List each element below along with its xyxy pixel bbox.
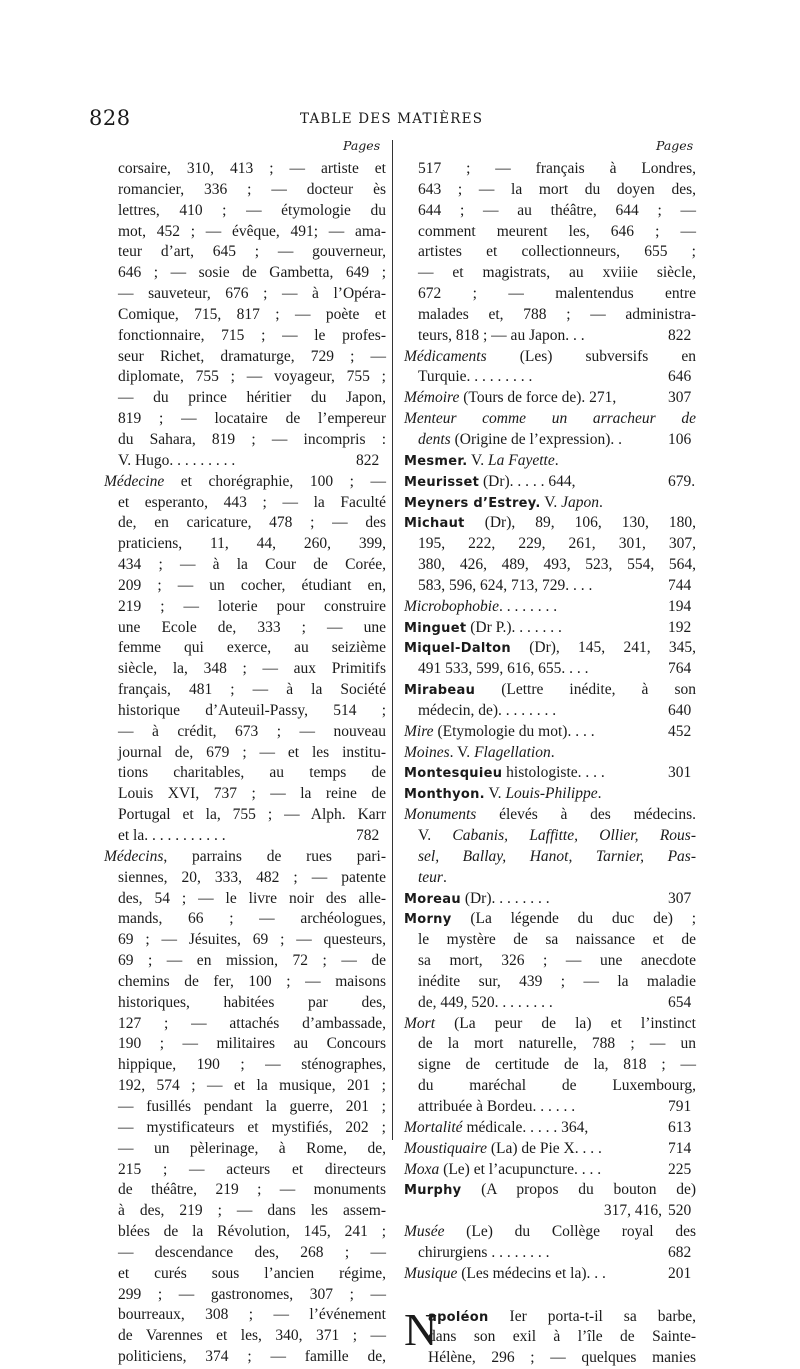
index-line-text: Médecins, parrains de rues pari-: [104, 847, 386, 865]
index-line: [404, 659, 696, 680]
index-line: [104, 472, 386, 493]
index-line-text: seur Richet, dramaturge, 729 ; —: [118, 347, 386, 365]
index-line-text: lettres, 410 ; — étymologie du: [118, 201, 386, 219]
index-line: [104, 701, 386, 722]
index-line: [104, 1034, 386, 1055]
index-line-text: Mesmer. V. La Fayette.: [404, 451, 559, 469]
page-ref: 225: [668, 1160, 692, 1178]
index-line-text: Michaut (Dr), 89, 106, 130, 180,: [404, 514, 696, 532]
page-ref: 764: [668, 660, 692, 678]
index-line: [404, 534, 696, 555]
index-line-text: 69 ; — en mission, 72 ; — de: [118, 952, 386, 970]
index-line-text: Médecine et chorégraphie, 100 ; —: [104, 472, 386, 490]
index-line: [104, 222, 386, 243]
index-line: [404, 618, 696, 639]
index-line: [104, 1139, 386, 1160]
index-line: [404, 451, 696, 472]
index-line: [104, 1201, 386, 1222]
index-line-text: 819 ; — locataire de l’empereur: [118, 410, 386, 428]
index-line: [404, 847, 696, 868]
index-line-text: 646 ; — sosie de Gambetta, 649 ;: [118, 264, 386, 282]
page-ref: 682: [668, 1243, 692, 1261]
pages-label-left: Pages: [343, 138, 381, 153]
index-line-text: à des, 219 ; — dans les assem-: [118, 1202, 386, 1220]
index-line: [104, 597, 386, 618]
index-line-text: Comique, 715, 817 ; — poète et: [118, 305, 386, 323]
index-line-text: Moxa (Le) et l’acupuncture. . . .: [404, 1160, 602, 1178]
right-column: [404, 159, 696, 1369]
index-line-text: apoléon Ier porta-t-il sa barbe,: [428, 1307, 696, 1325]
index-line-text: de théâtre, 219 ; — monuments: [118, 1181, 386, 1199]
index-line: [404, 1118, 696, 1139]
index-line: [104, 722, 386, 743]
index-line: [404, 347, 696, 368]
index-line-text: du Sahara, 819 ; — incompris :: [118, 430, 386, 448]
index-line: [104, 618, 386, 639]
index-line-text: — à crédit, 673 ; — nouveau: [118, 722, 386, 740]
index-line: [104, 1285, 386, 1306]
index-line-text: une Ecole de, 333 ; — une: [118, 618, 386, 636]
index-line-text: Monthyon. V. Louis-Philippe.: [404, 785, 602, 803]
running-title: TABLE DES MATIÈRES: [300, 111, 484, 127]
index-line-text: et esperanto, 443 ; — la Faculté: [118, 493, 386, 511]
index-line-text: Meurisset (Dr). . . . . 644,: [404, 472, 576, 490]
index-line: [104, 1326, 386, 1347]
index-line-text: Louis XVI, 737 ; — la reine de: [118, 785, 386, 803]
index-line: [404, 326, 696, 347]
index-line-text: Monuments élevés à des médecins.: [404, 806, 696, 824]
index-line: [404, 889, 696, 910]
index-line-text: sa mort, 326 ; — une anecdote: [418, 952, 696, 970]
index-line-text: Hélène, 296 ; — quelques manies: [428, 1349, 696, 1367]
index-line: [104, 1347, 386, 1368]
index-line: [404, 597, 696, 618]
index-line-text: Menteur comme un arracheur de: [404, 410, 696, 428]
index-line: [404, 722, 696, 743]
page-ref: 822: [356, 451, 380, 469]
index-line: [104, 1118, 386, 1139]
index-line-text: Moustiquaire (La) de Pie X. . . .: [404, 1139, 602, 1157]
page-ref: 744: [668, 576, 692, 594]
index-line: [104, 1160, 386, 1181]
index-line-text: de Varennes et les, 340, 371 ; —: [118, 1327, 386, 1345]
page-ref: 106: [668, 430, 692, 448]
index-line: [404, 1222, 696, 1243]
index-line: [104, 868, 386, 889]
index-line: [404, 1201, 696, 1222]
index-line-text: bourreaux, 308 ; — l’événement: [118, 1306, 386, 1324]
index-line-text: — mystificateurs et mystifiés, 202 ;: [118, 1118, 386, 1136]
index-line-text: Mortalité médicale. . . . . 364,: [404, 1118, 589, 1136]
index-line: [104, 805, 386, 826]
index-line: [104, 326, 386, 347]
page-ref: 714: [668, 1139, 692, 1157]
index-line: [404, 930, 696, 951]
index-line-text: praticiens, 11, 44, 260, 399,: [118, 535, 386, 553]
index-line-text: historiques, habitées par des,: [118, 993, 386, 1011]
index-line: [404, 430, 696, 451]
index-line: [104, 513, 386, 534]
page-ref: 822: [668, 326, 692, 344]
index-line-text: attribuée à Bordeu. . . . . .: [418, 1097, 576, 1115]
index-line: [404, 1097, 696, 1118]
index-line: [404, 1180, 696, 1201]
index-line-text: fonctionnaire, 715 ; — le profes-: [118, 326, 386, 344]
index-line: [104, 1014, 386, 1035]
index-line-text: de, 449, 520. . . . . . . .: [418, 993, 553, 1011]
page-ref: 613: [668, 1118, 692, 1136]
index-line-text: teur d’art, 645 ; — gouverneur,: [118, 243, 386, 261]
index-line: [404, 284, 696, 305]
page-ref: 192: [668, 618, 692, 636]
index-line: [104, 1264, 386, 1285]
page-ref: 646: [668, 368, 692, 386]
index-line: [104, 826, 386, 847]
left-column: [104, 159, 386, 1368]
index-line: [404, 513, 696, 534]
index-line: [104, 534, 386, 555]
index-line: [404, 1055, 696, 1076]
index-line-text: malades et, 788 ; — administra-: [418, 305, 696, 323]
index-line-text: teur.: [418, 868, 447, 886]
index-line-text: du maréchal de Luxembourg,: [418, 1077, 696, 1095]
index-line: [104, 951, 386, 972]
index-line-text: — fusillés pendant la guerre, 201 ;: [118, 1097, 386, 1115]
index-line: [404, 1327, 696, 1348]
index-line: [104, 763, 386, 784]
index-line-text: 192, 574 ; — et la musique, 201 ;: [118, 1077, 386, 1095]
index-line: [104, 930, 386, 951]
index-line-text: 380, 426, 489, 493, 523, 554, 564,: [418, 556, 696, 574]
index-line: [404, 784, 696, 805]
page-ref: 640: [668, 701, 692, 719]
index-line-text: 127 ; — attachés d’ambassade,: [118, 1014, 386, 1032]
index-line: [104, 409, 386, 430]
index-line: [104, 638, 386, 659]
index-line: [404, 1139, 696, 1160]
page-ref: 782: [356, 827, 380, 844]
index-line: [104, 1243, 386, 1264]
index-line-text: femme qui exerce, au seizième: [118, 639, 386, 657]
index-line: [104, 659, 386, 680]
index-line-text: journal de, 679 ; — et les institu-: [118, 743, 386, 761]
index-line: [104, 784, 386, 805]
index-line: [404, 1014, 696, 1035]
index-line: [404, 180, 696, 201]
index-line-text: 190 ; — militaires au Concours: [118, 1035, 386, 1053]
index-line: [104, 1305, 386, 1326]
index-line: [404, 1285, 696, 1307]
page-ref: 791: [668, 1097, 692, 1115]
index-line: [404, 493, 696, 514]
index-line-text: Mémoire (Tours de force de). 271,: [404, 389, 617, 407]
index-line: [104, 1180, 386, 1201]
index-line: [404, 1076, 696, 1097]
index-line-text: Musée (Le) du Collège royal des: [404, 1223, 696, 1241]
index-line: [104, 493, 386, 514]
index-line-text: 672 ; — malentendus entre: [418, 285, 696, 303]
index-line-text: dents (Origine de l’expression). .: [418, 430, 623, 448]
index-line-text: signe de certitude de la, 818 ; —: [418, 1056, 696, 1074]
index-line-text: mot, 452 ; — évêque, 491; — ama-: [118, 222, 386, 240]
index-line-text: mands, 66 ; — archéologues,: [118, 910, 386, 928]
index-line-text: chemins de fer, 100 ; — maisons: [118, 972, 386, 990]
index-line-text: 219 ; — loterie pour construire: [118, 597, 386, 615]
index-line: [104, 201, 386, 222]
index-line: [104, 430, 386, 451]
index-line: [104, 909, 386, 930]
index-line-text: médecin, de). . . . . . . .: [418, 701, 557, 719]
index-line-text: Moreau (Dr). . . . . . . .: [404, 889, 550, 907]
index-line: [404, 367, 696, 388]
index-line-text: Musique (Les médecins et la). . .: [404, 1264, 606, 1282]
index-line-text: Mirabeau (Lettre inédite, à son: [404, 681, 696, 699]
index-line-text: — sauveteur, 676 ; — à l’Opéra-: [118, 285, 386, 303]
index-line-text: siennes, 20, 333, 482 ; — patente: [118, 868, 386, 886]
index-line-text: 491 533, 599, 616, 655. . . .: [418, 660, 589, 678]
index-line: [104, 451, 386, 472]
index-line-text: 69 ; — Jésuites, 69 ; — questeurs,: [118, 931, 386, 949]
index-line-text: Médicaments (Les) subversifs en: [404, 347, 696, 365]
index-line: [404, 576, 696, 597]
index-line-text: et curés sous l’ancien régime,: [118, 1264, 386, 1282]
index-line-text: sel, Ballay, Hanot, Tarnier, Pas-: [418, 847, 696, 865]
index-line: [404, 763, 696, 784]
index-line-text: diplomate, 755 ; — voyageur, 755 ;: [118, 368, 386, 386]
index-line-text: Murphy (A propos du bouton de): [404, 1181, 696, 1199]
index-line-text: 434 ; — à la Cour de Corée,: [118, 556, 386, 574]
index-line-text: artistes et collectionneurs, 655 ;: [418, 243, 696, 261]
index-line-text: siècle, la, 348 ; — aux Primitifs: [118, 660, 386, 678]
index-line: [404, 680, 696, 701]
index-line: [404, 1160, 696, 1181]
pages-label-right: Pages: [656, 138, 694, 153]
index-line-text: 644 ; — au théâtre, 644 ; —: [418, 201, 696, 219]
index-line: [104, 889, 386, 910]
index-line: [404, 242, 696, 263]
index-line: [404, 701, 696, 722]
index-line: [104, 263, 386, 284]
page-ref: 301: [668, 764, 692, 782]
index-line-text: français, 481 ; — à la Société: [118, 681, 386, 699]
index-line-text: de, en caricature, 478 ; — des: [118, 514, 386, 532]
index-line-text: 215 ; — acteurs et directeurs: [118, 1160, 386, 1178]
index-line: [104, 367, 386, 388]
index-line-text: V. Hugo. . . . . . . . .: [118, 451, 236, 469]
index-line: [404, 993, 696, 1014]
index-line: [104, 1222, 386, 1243]
index-line: [404, 409, 696, 430]
index-line: [404, 805, 696, 826]
index-line: [104, 180, 386, 201]
index-line: [404, 472, 696, 493]
page-ref: 654: [668, 993, 692, 1011]
index-line: [404, 951, 696, 972]
index-line: [404, 388, 696, 409]
index-line-text: et la. . . . . . . . . . .: [118, 827, 226, 844]
index-line: [104, 347, 386, 368]
index-line: [404, 305, 696, 326]
index-line: [104, 1097, 386, 1118]
index-line-text: blées de la Révolution, 145, 241 ;: [118, 1223, 386, 1241]
page-ref: 520: [668, 1202, 692, 1220]
index-line-text: Portugal et la, 755 ; — Alph. Karr: [118, 806, 386, 824]
index-line-text: Mire (Etymologie du mot). . . .: [404, 722, 595, 740]
index-line-text: Miquel-Dalton (Dr), 145, 241, 345,: [404, 639, 696, 657]
page-ref: 679.: [668, 472, 696, 490]
index-line: [104, 388, 386, 409]
index-line: [404, 1264, 696, 1285]
index-line: [404, 638, 696, 659]
index-line: [104, 159, 386, 180]
index-line: [104, 1055, 386, 1076]
index-line: [104, 847, 386, 868]
page-ref: 194: [668, 597, 692, 615]
index-line-text: Montesquieu histologiste. . . .: [404, 764, 605, 782]
index-line: [404, 909, 696, 930]
index-line-text: 583, 596, 624, 713, 729. . . .: [418, 576, 593, 594]
index-line-text: politiciens, 374 ; — famille de,: [118, 1348, 386, 1366]
index-line-text: chirurgiens . . . . . . . .: [418, 1243, 550, 1261]
index-line-text: Morny (La légende du duc de) ;: [404, 910, 696, 928]
index-line: [404, 555, 696, 576]
index-line: [104, 680, 386, 701]
index-line-text: teurs, 818 ; — au Japon. . .: [418, 326, 585, 344]
index-line-text: hippique, 190 ; — sténographes,: [118, 1056, 386, 1074]
index-line: [404, 1243, 696, 1264]
index-line-text: 317, 416,: [603, 1202, 662, 1220]
index-line-text: — un pèlerinage, à Rome, de,: [118, 1139, 386, 1157]
index-line-text: — du prince héritier du Japon,: [118, 389, 386, 407]
index-line-text: le mystère de sa naissance et de: [418, 931, 696, 949]
index-line-text: V. Cabanis, Laffitte, Ollier, Rous-: [418, 827, 696, 844]
index-line: [104, 993, 386, 1014]
page-ref: 452: [668, 722, 692, 740]
index-line-text: Mort (La peur de la) et l’instinct: [404, 1014, 696, 1032]
index-line: [404, 222, 696, 243]
index-line: [104, 305, 386, 326]
column-divider: [392, 140, 393, 1140]
index-line-text: Microbophobie. . . . . . . .: [404, 597, 558, 615]
index-line: [104, 972, 386, 993]
index-line-text: inédite sur, 439 ; — la maladie: [418, 972, 696, 990]
index-line-text: 517 ; — français à Londres,: [418, 160, 696, 177]
index-line: [404, 159, 696, 180]
index-line: [104, 555, 386, 576]
index-line: [404, 743, 696, 764]
index-line-text: 299 ; — gastronomes, 307 ; —: [118, 1285, 386, 1303]
index-line-text: des, 54 ; — le livre noir des alle-: [118, 889, 386, 907]
index-line-text: dans son exil à l’île de Sainte-: [428, 1328, 696, 1346]
index-line: [104, 1076, 386, 1097]
index-line: [404, 826, 696, 847]
index-line-text: — descendance des, 268 ; —: [118, 1243, 386, 1261]
index-line: [404, 1034, 696, 1055]
index-line: [104, 284, 386, 305]
index-line: [104, 576, 386, 597]
index-line-text: Minguet (Dr P.). . . . . . .: [404, 618, 562, 636]
index-line: [104, 743, 386, 764]
page-ref: 307: [668, 389, 692, 407]
index-line-text: comment meurent les, 646 ; —: [418, 222, 696, 240]
index-line: [104, 242, 386, 263]
page-ref: 201: [668, 1264, 692, 1282]
page-ref: 307: [668, 889, 692, 907]
index-line: [404, 972, 696, 993]
index-line-text: romancier, 336 ; — docteur ès: [118, 180, 386, 198]
index-line-text: Meyners d’Estrey. V. Japon.: [404, 493, 603, 511]
index-line-text: corsaire, 310, 413 ; — artiste et: [118, 160, 386, 177]
index-line: [404, 1348, 696, 1369]
index-line-text: Turquie. . . . . . . . .: [418, 368, 533, 386]
index-line-text: historique d’Auteuil-Passy, 514 ;: [118, 701, 386, 719]
index-line-text: 209 ; — un cocher, étudiant en,: [118, 576, 386, 594]
drop-cap: N: [404, 1303, 438, 1355]
index-line-text: — et magistrats, au xviiie siècle,: [418, 264, 696, 282]
index-line-text: tions charitables, au temps de: [118, 764, 386, 782]
index-line-text: 195, 222, 229, 261, 301, 307,: [418, 535, 696, 553]
index-line-text: Moines. V. Flagellation.: [404, 743, 555, 761]
index-line-text: 643 ; — la mort du doyen des,: [418, 180, 696, 198]
index-line: [404, 868, 696, 889]
page-number: 828: [89, 106, 131, 130]
index-line-text: de la mort naturelle, 788 ; — un: [418, 1035, 696, 1053]
index-line: [404, 201, 696, 222]
index-line: [404, 263, 696, 284]
